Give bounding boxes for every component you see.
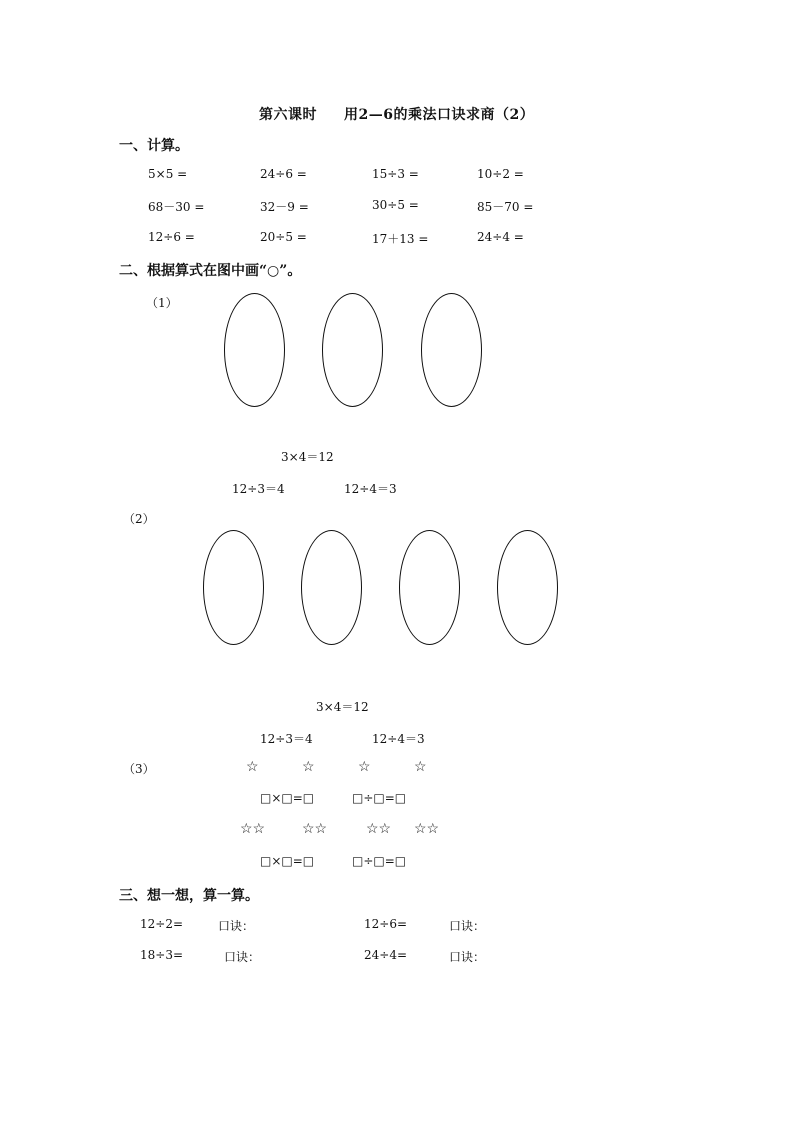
section3-heading: 三、想一想，算一算。 xyxy=(119,888,259,904)
calc-item: 30÷5 = xyxy=(372,198,419,212)
equation-main: 3×4＝12 xyxy=(316,700,369,714)
calc-item: 12÷6 = xyxy=(148,230,195,244)
drawing-oval[interactable] xyxy=(322,293,383,407)
star-icon: ☆ xyxy=(358,759,371,775)
star-icon: ☆ xyxy=(302,759,315,775)
fill-equation[interactable]: □×□=□ xyxy=(260,791,315,805)
calc-item: 17＋13 = xyxy=(372,232,429,246)
star-icon: ☆ xyxy=(414,759,427,775)
calc-item: 85－70 = xyxy=(477,200,534,214)
drawing-oval[interactable] xyxy=(203,530,264,645)
drawing-oval[interactable] xyxy=(497,530,558,645)
fill-equation[interactable]: □÷□=□ xyxy=(352,854,407,868)
calc-item: 24÷4 = xyxy=(477,230,524,244)
star-icon: ☆ xyxy=(246,759,259,775)
star-pair-icon: ☆☆ xyxy=(240,821,266,837)
calc-item: 10÷2 = xyxy=(477,167,524,181)
fill-equation[interactable]: □÷□=□ xyxy=(352,791,407,805)
drawing-oval[interactable] xyxy=(224,293,285,407)
equation-left: 12÷3＝4 xyxy=(232,482,285,496)
drawing-oval[interactable] xyxy=(421,293,482,407)
equation-left: 12÷3＝4 xyxy=(260,732,313,746)
kou-label: 口诀： xyxy=(449,919,486,933)
lesson-label: 第六课时 xyxy=(259,107,317,123)
calc-item: 5×5 = xyxy=(148,167,188,181)
calc-item: 20÷5 = xyxy=(260,230,307,244)
page-title: 用2—6的乘法口诀求商（2） xyxy=(344,107,535,123)
equation-main: 3×4＝12 xyxy=(281,450,334,464)
equation-right: 12÷4＝3 xyxy=(344,482,397,496)
section2-heading: 二、根据算式在图中画“○”。 xyxy=(119,263,302,279)
fill-equation[interactable]: □×□=□ xyxy=(260,854,315,868)
star-pair-icon: ☆☆ xyxy=(366,821,392,837)
calc-item: 68－30 = xyxy=(148,200,205,214)
question-equation: 12÷6= xyxy=(364,917,408,931)
question-equation: 18÷3= xyxy=(140,948,184,962)
question-equation: 24÷4= xyxy=(364,948,408,962)
part1-label: （1） xyxy=(146,296,178,310)
drawing-oval[interactable] xyxy=(301,530,362,645)
star-pair-icon: ☆☆ xyxy=(302,821,328,837)
kou-label: 口诀： xyxy=(449,950,486,964)
question-equation: 12÷2= xyxy=(140,917,184,931)
calc-item: 24÷6 = xyxy=(260,167,307,181)
calc-item: 32－9 = xyxy=(260,200,309,214)
part2-label: （2） xyxy=(123,512,155,526)
star-pair-icon: ☆☆ xyxy=(414,821,440,837)
equation-right: 12÷4＝3 xyxy=(372,732,425,746)
kou-label: 口诀： xyxy=(218,919,255,933)
calc-item: 15÷3 = xyxy=(372,167,419,181)
kou-label: 口诀： xyxy=(224,950,261,964)
drawing-oval[interactable] xyxy=(399,530,460,645)
section1-heading: 一、计算。 xyxy=(119,138,189,154)
part3-label: （3） xyxy=(123,762,155,776)
